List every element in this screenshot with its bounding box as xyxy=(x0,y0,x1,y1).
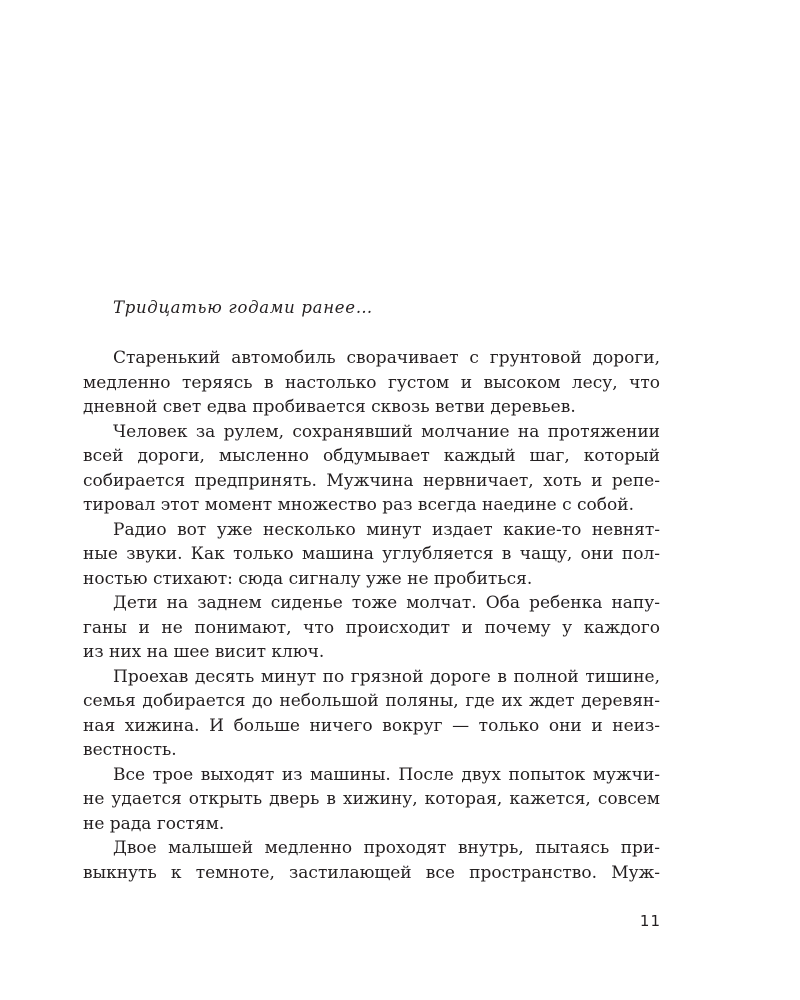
text-line: семья добирается до небольшой поляны, где их ждет деревян- xyxy=(83,691,660,711)
text-line: выкнуть к темноте, застилающей все пространство. Муж- xyxy=(83,862,660,883)
text-line: тировал этот момент множество раз всегда наедине с собой. xyxy=(83,495,634,515)
text-line: Проехав десять минут по грязной дороге в полной тишине, xyxy=(113,666,660,687)
text-line: Радио вот уже несколько минут издает какие-то невнят- xyxy=(113,519,660,540)
text-line: ная хижина. И больше ничего вокруг — только они и неиз- xyxy=(83,715,660,736)
text-line: медленно теряясь в настолько густом и высоком лесу, что xyxy=(83,372,660,393)
text-line: ностью стихают: сюда сигналу уже не пробиться. xyxy=(83,568,533,589)
text-line: вестность. xyxy=(83,740,177,760)
text-line: Человек за рулем, сохранявший молчание на протяжении xyxy=(113,421,660,442)
text-line: всей дороги, мысленно обдумывает каждый шаг, который xyxy=(83,446,660,466)
text-line: Старенький автомобиль сворачивает с грунтовой дороги, xyxy=(113,348,660,368)
text-line: собирается предпринять. Мужчина нервничает, хоть и репе- xyxy=(83,470,660,491)
page-number: 11 xyxy=(639,912,661,930)
chapter-epigraph: Тридцатью годами ранее… xyxy=(113,298,373,317)
text-line: ные звуки. Как только машина углубляется в чащу, они пол- xyxy=(83,544,660,564)
text-line: не удается открыть дверь в хижину, которая, кажется, совсем xyxy=(83,789,660,809)
body-text xyxy=(83,346,660,885)
text-line: дневной свет едва пробивается сквозь ветви деревьев. xyxy=(83,397,576,417)
text-line: ганы и не понимают, что происходит и почему у каждого xyxy=(83,617,660,638)
text-line: не рада гостям. xyxy=(83,813,225,834)
text-line: из них на шее висит ключ. xyxy=(83,642,325,662)
text-line: Все трое выходят из машины. После двух попыток мужчи- xyxy=(113,764,660,785)
text-line: Двое малышей медленно проходят внутрь, пытаясь при- xyxy=(113,838,660,858)
text-line: Дети на заднем сиденье тоже молчат. Оба ребенка напу- xyxy=(113,593,660,613)
